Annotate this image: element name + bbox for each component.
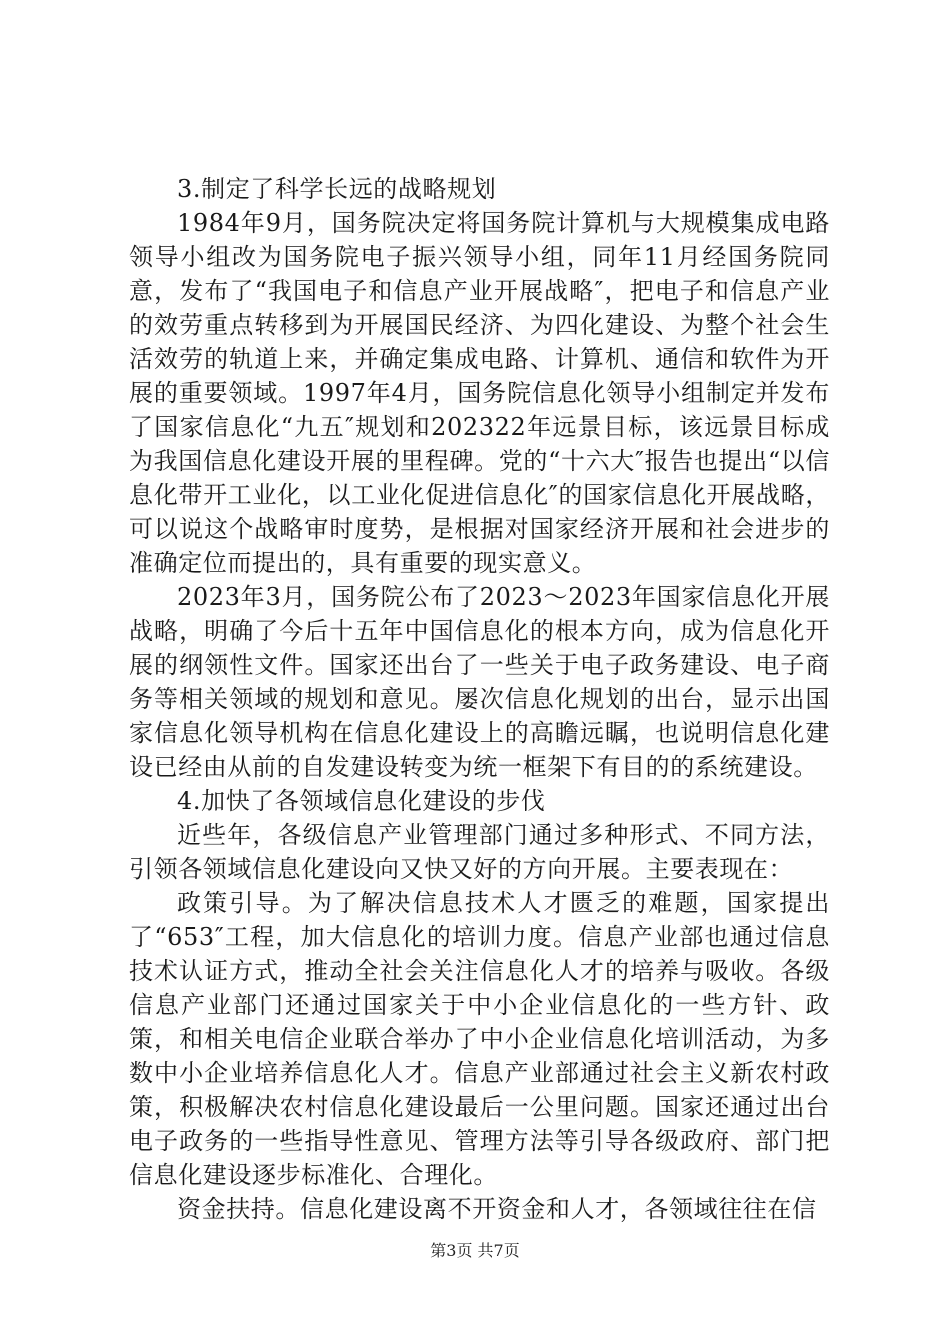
paragraph-1984: 1984年9月，国务院决定将国务院计算机与大规模集成电路领导小组改为国务院电子振兴领导小组，同年11月经国务院同意，发布了“我国电子和信息产业开展战略″，把电子和信息产业的效劳重点转移到为开展国民经济、为四化建设、为整个社会生活效劳的轨道上来，并确定集成电路、计算机、通信和软件为开展的重要领域。1997年4月，国务院信息化领导小组制定并发布了国家信息化“九五″规划和202322年远景目标，该远景目标成为我国信息化建设开展的里程碑。党的“十六大″报告也提出“以信息化带开工业化，以工业化促进信息化″的国家信息化开展战略，可以说这个战略审时度势，是根据对国家经济开展和社会进步的准确定位而提出的，具有重要的现实意义。: [129, 209, 830, 577]
paragraph-funding-support: 资金扶持。信息化建设离不开资金和人才，各领域往往在信: [177, 1195, 817, 1223]
section-heading-4: 4.加快了各领域信息化建设的步伐: [177, 787, 546, 815]
paragraph-2023: 2023年3月，国务院公布了2023～2023年国家信息化开展战略，明确了今后十五年中国信息化的根本方向，成为信息化开展的纲领性文件。国家还出台了一些关于电子政务建设、电子商务等相关领域的规划和意见。屡次信息化规划的出台，显示出国家信息化领导机构在信息化建设上的高瞻远瞩，也说明信息化建设已经由从前的自发建设转变为统一框架下有目的的系统建设。: [129, 583, 830, 781]
page-footer: 第3页 共7页: [430, 1241, 520, 1260]
section-heading-3: 3.制定了科学长远的战略规划: [177, 175, 497, 203]
paragraph-policy-guidance: 政策引导。为了解决信息技术人才匮乏的难题，国家提出了“653″工程，加大信息化的培训力度。信息产业部也通过信息技术认证方式，推动全社会关注信息化人才的培养与吸收。各级信息产业部门还通过国家关于中小企业信息化的一些方针、政策，和相关电信企业联合举办了中小企业信息化培训活动，为多数中小企业培养信息化人才。信息产业部通过社会主义新农村政策，积极解决农村信息化建设最后一公里问题。国家还通过出台电子政务的一些指导性意见、管理方法等引导各级政府、部门把信息化建设逐步标准化、合理化。: [129, 889, 830, 1189]
paragraph-recent-years: 近些年，各级信息产业管理部门通过多种形式、不同方法，引领各领域信息化建设向又快又好的方向开展。主要表现在：: [129, 821, 830, 883]
document-body: [129, 172, 830, 1226]
